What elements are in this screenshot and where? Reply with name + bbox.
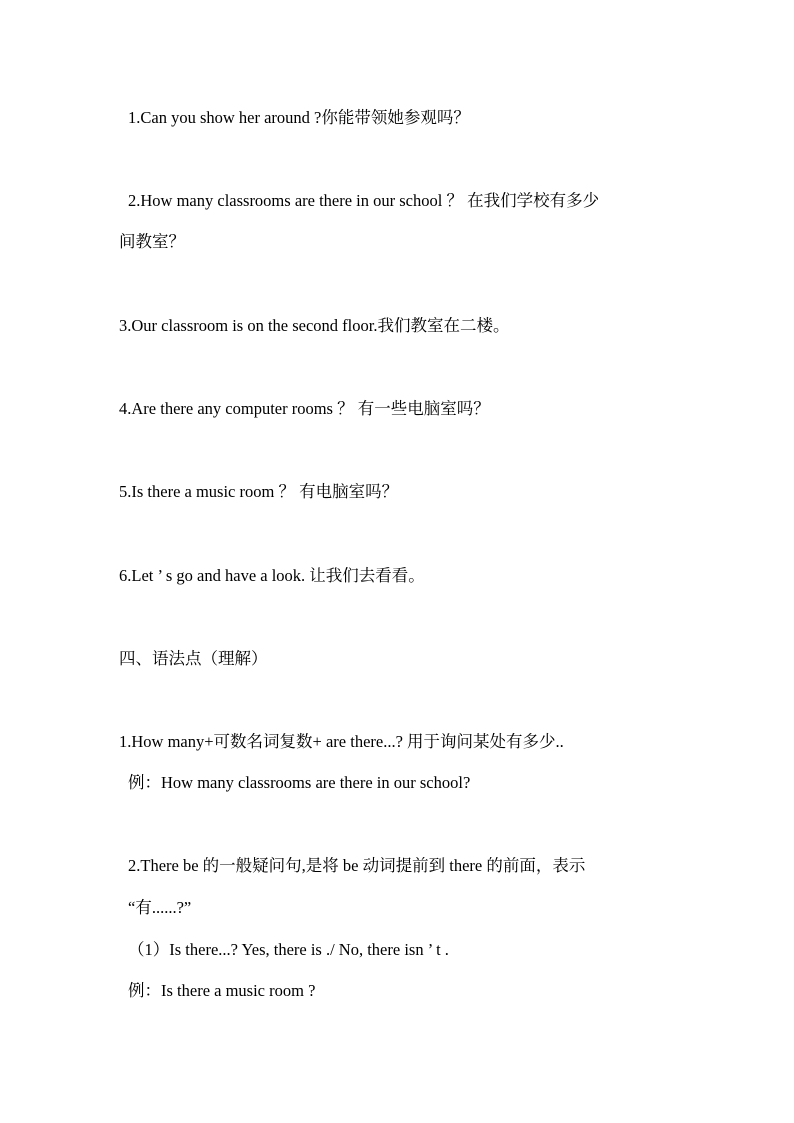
grammar-point-1: 1.How many+可数名词复数+ are there...? 用于询问某处有多少.. — [119, 732, 564, 751]
grammar-subpoint-1: （1）Is there...? Yes, there is ./ No, there isn ’ t . — [128, 940, 449, 959]
grammar-point-2: 2.There be 的一般疑问句,是将 be 动词提前到 there 的前面，表示 — [128, 856, 586, 875]
sentence-2: 2.How many classrooms are there in our school ？ 在我们学校有多少 — [128, 191, 600, 210]
sentence-4: 4.Are there any computer rooms ？ 有一些电脑室吗？ — [119, 399, 490, 418]
section-heading: 四、语法点（理解） — [119, 649, 268, 668]
sentence-2-continued: 间教室？ — [119, 232, 185, 251]
grammar-point-2-continued: “有......?” — [128, 898, 192, 917]
sentence-3: 3.Our classroom is on the second floor.我们教室在二楼。 — [119, 316, 510, 335]
sentence-5: 5.Is there a music room ？ 有电脑室吗？ — [119, 482, 399, 501]
sentence-6: 6.Let ’ s go and have a look. 让我们去看看。 — [119, 566, 425, 585]
example-2: 例：Is there a music room ? — [128, 981, 316, 1000]
sentence-1: 1.Can you show her around ?你能带领她参观吗？ — [128, 108, 470, 127]
example-1: 例：How many classrooms are there in our school? — [128, 773, 471, 792]
